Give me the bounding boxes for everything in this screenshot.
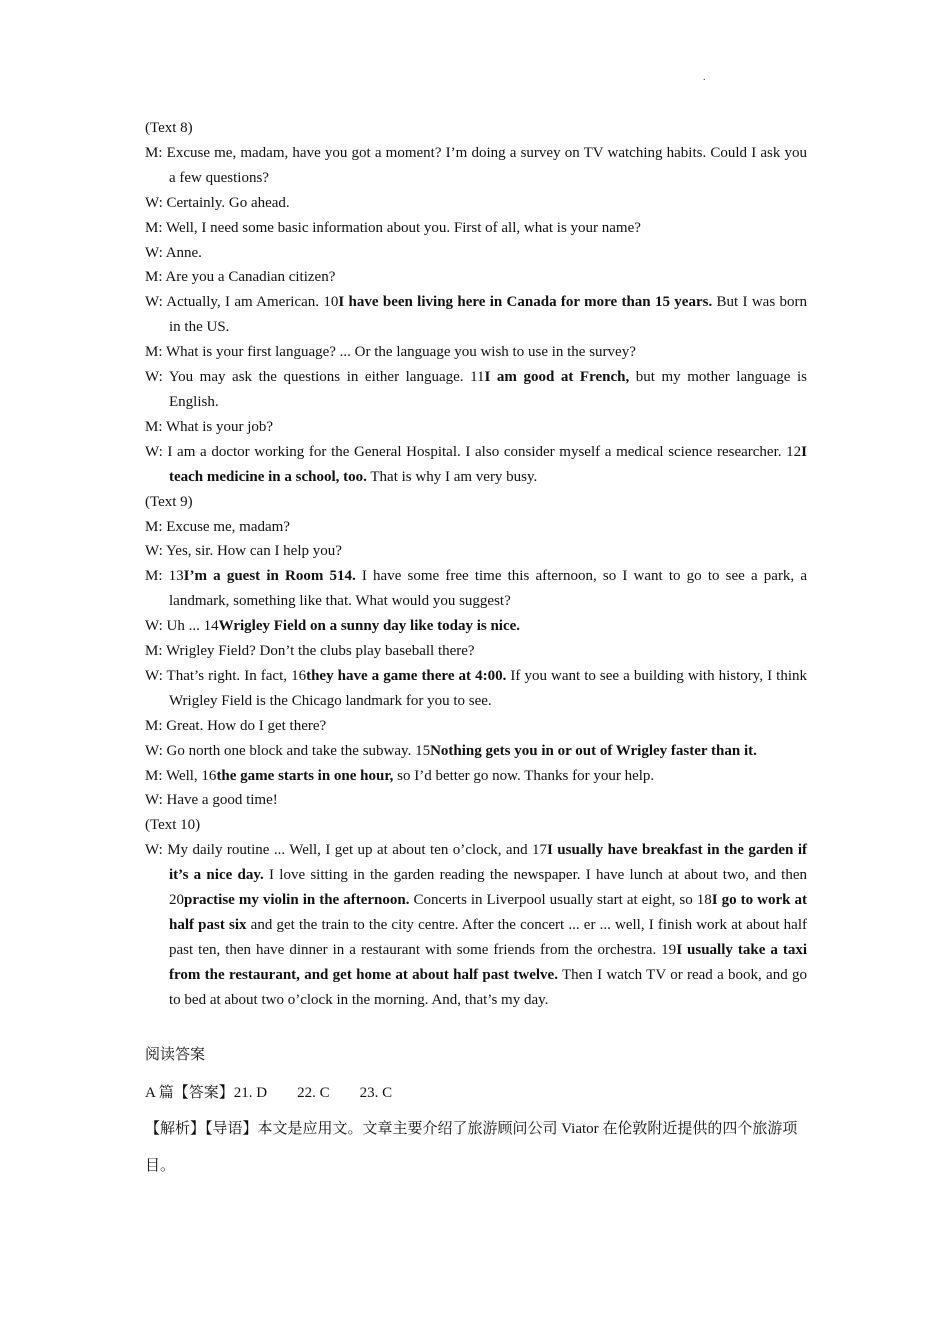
key-answer-text: I teach medicine in a school, too.: [169, 443, 807, 485]
dialogue-text: M: 13: [145, 568, 184, 585]
dialogue-text: M: What is your job?: [145, 418, 274, 435]
dialogue-text: W: That’s right. In fact, 16: [145, 667, 307, 684]
dialogue-line: [145, 664, 807, 714]
dialogue-text: M: Well, 16: [145, 767, 217, 784]
dialogue-line: [145, 614, 807, 639]
dialogue-text: W: Go north one block and take the subway. 15: [145, 742, 431, 759]
dialogue-text: Concerts in Liverpool usually start at eight, so 18: [409, 892, 712, 909]
key-answer-text: I have been living here in Canada for more than 15 years.: [338, 294, 713, 311]
section-heading: (Text 9): [145, 493, 193, 510]
key-answer-text: I’m a guest in Room 514.: [183, 568, 356, 585]
dialogue-text: W: My daily routine ... Well, I get up at about ten o’clock, and 17: [145, 842, 548, 859]
dialogue-text: M: Excuse me, madam, have you got a moment? I’m doing a survey on TV watching habits. Could I ask you a few questions?: [145, 144, 807, 186]
dialogue-text: I love sitting in the garden reading the newspaper. I have lunch at about two, and then 20: [169, 867, 808, 909]
answer-line: A 篇【答案】21. D 22. C 23. C: [145, 1084, 393, 1101]
section-heading: (Text 8): [145, 120, 193, 136]
dialogue-line: [145, 365, 807, 415]
section-heading: (Text 10): [145, 817, 201, 834]
dialogue-line: [145, 191, 807, 216]
dialogue-line: [145, 290, 807, 340]
dialogue-text: W: I am a doctor working for the General Hospital. I also consider myself a medical science researcher. 12: [145, 443, 802, 460]
header-mark: .: [703, 72, 706, 83]
dialogue-line: [145, 216, 807, 241]
listening-transcript: [145, 116, 807, 1013]
dialogue-text: If you want to see a building with history, I think Wrigley Field is the Chicago landmark for you to see.: [169, 667, 808, 709]
dialogue-text: But I was born in the US.: [169, 294, 807, 336]
key-answer-text: I go to work at half past six: [169, 892, 807, 933]
dialogue-line: [145, 739, 807, 764]
dialogue-text: but my mother language is English.: [169, 369, 807, 410]
key-answer-text: the game starts in one hour,: [216, 767, 394, 784]
dialogue-line: [145, 340, 807, 365]
dialogue-line: [145, 764, 807, 789]
dialogue-line: [145, 564, 807, 614]
document-body: [145, 116, 807, 1199]
dialogue-line: [145, 838, 807, 1012]
dialogue-text: and get the train to the city centre. After the concert ... er ... well, I finish work at about half past ten, then have dinner in a restaurant with some friends from the orchestra. 19: [169, 917, 808, 958]
dialogue-line: [145, 415, 807, 440]
dialogue-text: Then I watch TV or read a book, and go to bed at about two o’clock in the morning. And, that’s my day.: [169, 966, 807, 1008]
dialogue-text: That is why I am very busy.: [366, 468, 538, 485]
dialogue-line: [145, 539, 807, 564]
dialogue-text: so I’d better go now. Thanks for your help.: [393, 767, 655, 784]
dialogue-line: [145, 639, 807, 664]
key-answer-text: I am good at French,: [484, 369, 630, 386]
dialogue-line: [145, 515, 807, 540]
reading-heading: 阅读答案: [145, 1046, 206, 1063]
dialogue-text: M: What is your first language? ... Or the language you wish to use in the survey?: [145, 344, 636, 361]
dialogue-text: M: Great. How do I get there?: [145, 717, 327, 734]
dialogue-text: W: Yes, sir. How can I help you?: [145, 543, 342, 560]
key-answer-text: Wrigley Field on a sunny day like today is nice.: [218, 618, 521, 635]
dialogue-line: [145, 241, 807, 266]
dialogue-text: M: Excuse me, madam?: [145, 518, 290, 535]
dialogue-text: I have some free time this afternoon, so I want to go to see a park, a landmark, something like that. What would you suggest?: [169, 568, 808, 610]
key-answer-text: I usually have breakfast in the garden if it’s a nice day.: [169, 842, 807, 884]
key-answer-text: they have a game there at 4:00.: [306, 667, 507, 684]
dialogue-line: [145, 141, 807, 191]
dialogue-text: W: Certainly. Go ahead.: [145, 194, 290, 211]
dialogue-line: [145, 265, 807, 290]
analysis-text: 【解析】【导语】本文是应用文。文章主要介绍了旅游顾问公司 Viator 在伦敦附近提供的四个旅游项目。: [145, 1120, 798, 1174]
dialogue-text: M: Are you a Canadian citizen?: [145, 269, 336, 286]
dialogue-text: W: Anne.: [145, 244, 202, 261]
dialogue-text: W: You may ask the questions in either language. 11: [145, 369, 485, 386]
dialogue-line: [145, 714, 807, 739]
dialogue-line: [145, 788, 807, 813]
dialogue-text: W: Have a good time!: [145, 792, 278, 809]
key-answer-text: Nothing gets you in or out of Wrigley faster than it.: [430, 742, 757, 759]
dialogue-text: W: Uh ... 14: [145, 618, 219, 635]
dialogue-text: W: Actually, I am American. 10: [145, 294, 339, 311]
dialogue-line: [145, 440, 807, 490]
key-answer-text: I usually take a taxi from the restaurant, and get home at about half past twelve.: [169, 941, 807, 983]
dialogue-text: M: Well, I need some basic information about you. First of all, what is your name?: [145, 219, 641, 236]
key-answer-text: practise my violin in the afternoon.: [184, 892, 410, 909]
dialogue-text: M: Wrigley Field? Don’t the clubs play baseball there?: [145, 643, 475, 660]
